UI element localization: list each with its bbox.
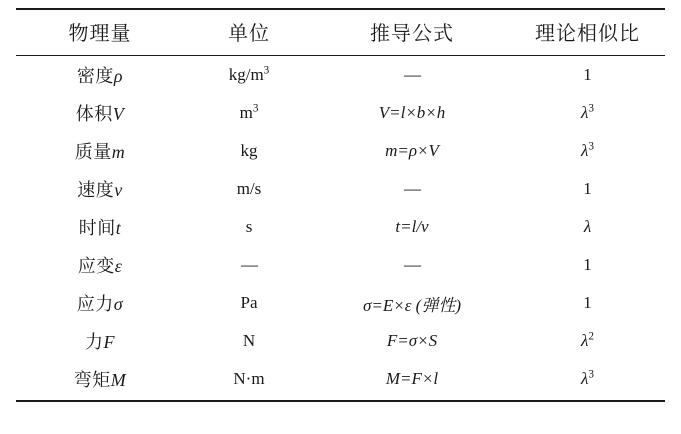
- cell-ratio: [510, 94, 665, 132]
- ratio-base: 1: [583, 65, 592, 84]
- formula-text: —: [404, 179, 420, 198]
- cell-ratio: [510, 284, 665, 322]
- cell-formula: [314, 170, 510, 208]
- table-row: [16, 170, 665, 208]
- unit-exponent: 3: [263, 64, 270, 77]
- table-row: [16, 56, 665, 95]
- quantity-symbol: m: [111, 142, 126, 162]
- cell-quantity: [16, 170, 184, 208]
- unit-text: s: [245, 217, 253, 236]
- cell-quantity: [16, 360, 184, 401]
- unit-text: m: [239, 103, 253, 122]
- ratio-exponent: 3: [588, 102, 594, 115]
- quantity-symbol: F: [103, 332, 115, 352]
- quantity-name: 力: [85, 332, 104, 352]
- cell-formula: [314, 208, 510, 246]
- table-row: [16, 132, 665, 170]
- formula-text: M=F×l: [385, 369, 439, 388]
- ratio-base: λ: [581, 141, 589, 160]
- unit-text: kg/m: [228, 65, 264, 84]
- cell-unit: [184, 246, 314, 284]
- cell-formula: [314, 360, 510, 401]
- quantity-name: 弯矩: [73, 370, 111, 390]
- quantity-symbol: V: [112, 104, 125, 124]
- ratio-base: λ: [581, 369, 589, 388]
- cell-quantity: [16, 246, 184, 284]
- cell-unit: [184, 132, 314, 170]
- table-header: [16, 9, 665, 56]
- table-body: [16, 56, 665, 402]
- cell-ratio: [510, 360, 665, 401]
- cell-ratio: [510, 322, 665, 360]
- quantity-symbol: v: [114, 180, 123, 200]
- quantity-symbol: M: [110, 370, 127, 390]
- cell-unit: [184, 56, 314, 95]
- formula-text: —: [404, 65, 420, 84]
- unit-text: kg: [240, 141, 258, 160]
- quantity-name: 密度: [76, 66, 114, 86]
- ratio-exponent: 2: [588, 330, 594, 343]
- cell-formula: [314, 322, 510, 360]
- column-header-quantity: 物理量: [16, 9, 184, 56]
- formula-text: m=ρ×V: [385, 141, 439, 160]
- formula-text: σ=E×ε (弹性): [363, 295, 461, 315]
- cell-unit: [184, 360, 314, 401]
- cell-unit: [184, 208, 314, 246]
- cell-formula: [314, 246, 510, 284]
- unit-text: N·m: [233, 369, 265, 388]
- table-row: [16, 208, 665, 246]
- document-page: [0, 8, 681, 434]
- quantity-symbol: ε: [114, 256, 123, 276]
- table-header-row: [16, 9, 665, 56]
- ratio-exponent: 3: [588, 368, 594, 381]
- ratio-base: 1: [583, 293, 592, 312]
- unit-text: m/s: [236, 179, 262, 198]
- cell-quantity: [16, 56, 184, 95]
- quantity-name: 时间: [78, 218, 116, 238]
- quantity-name: 质量: [74, 142, 112, 162]
- ratio-base: 1: [583, 255, 592, 274]
- table-row: [16, 322, 665, 360]
- formula-text: V=l×b×h: [378, 103, 446, 122]
- cell-quantity: [16, 132, 184, 170]
- unit-exponent: 3: [252, 102, 259, 115]
- cell-ratio: [510, 170, 665, 208]
- cell-quantity: [16, 208, 184, 246]
- table-row: [16, 94, 665, 132]
- cell-unit: [184, 94, 314, 132]
- cell-formula: [314, 132, 510, 170]
- cell-ratio: [510, 208, 665, 246]
- table-row: [16, 360, 665, 401]
- ratio-base: λ: [581, 103, 589, 122]
- unit-text: Pa: [240, 293, 258, 312]
- quantity-symbol: σ: [113, 294, 124, 314]
- formula-text: —: [404, 255, 420, 274]
- cell-quantity: [16, 94, 184, 132]
- cell-ratio: [510, 132, 665, 170]
- quantity-name: 应变: [77, 256, 115, 276]
- cell-ratio: [510, 246, 665, 284]
- cell-formula: [314, 94, 510, 132]
- cell-ratio: [510, 56, 665, 95]
- cell-unit: [184, 284, 314, 322]
- cell-formula: [314, 284, 510, 322]
- quantity-symbol: t: [115, 218, 122, 238]
- cell-formula: [314, 56, 510, 95]
- formula-text: t=l/v: [395, 217, 429, 236]
- quantity-name: 速度: [77, 180, 115, 200]
- ratio-exponent: 3: [588, 140, 594, 153]
- ratio-base: λ: [583, 217, 592, 236]
- cell-unit: [184, 170, 314, 208]
- column-header-ratio: 理论相似比: [510, 9, 665, 56]
- cell-quantity: [16, 322, 184, 360]
- unit-text: N: [242, 331, 256, 350]
- column-header-formula: 推导公式: [314, 9, 510, 56]
- unit-text: —: [241, 255, 257, 274]
- formula-text: F=σ×S: [386, 331, 438, 350]
- cell-unit: [184, 322, 314, 360]
- cell-quantity: [16, 284, 184, 322]
- table-row: [16, 246, 665, 284]
- quantity-symbol: ρ: [113, 66, 124, 86]
- quantity-name: 应力: [76, 294, 114, 314]
- quantity-name: 体积: [75, 104, 113, 124]
- ratio-base: 1: [583, 179, 592, 198]
- ratio-base: λ: [581, 331, 589, 350]
- table-row: [16, 284, 665, 322]
- similarity-ratio-table: [16, 8, 665, 402]
- column-header-unit: 单位: [184, 9, 314, 56]
